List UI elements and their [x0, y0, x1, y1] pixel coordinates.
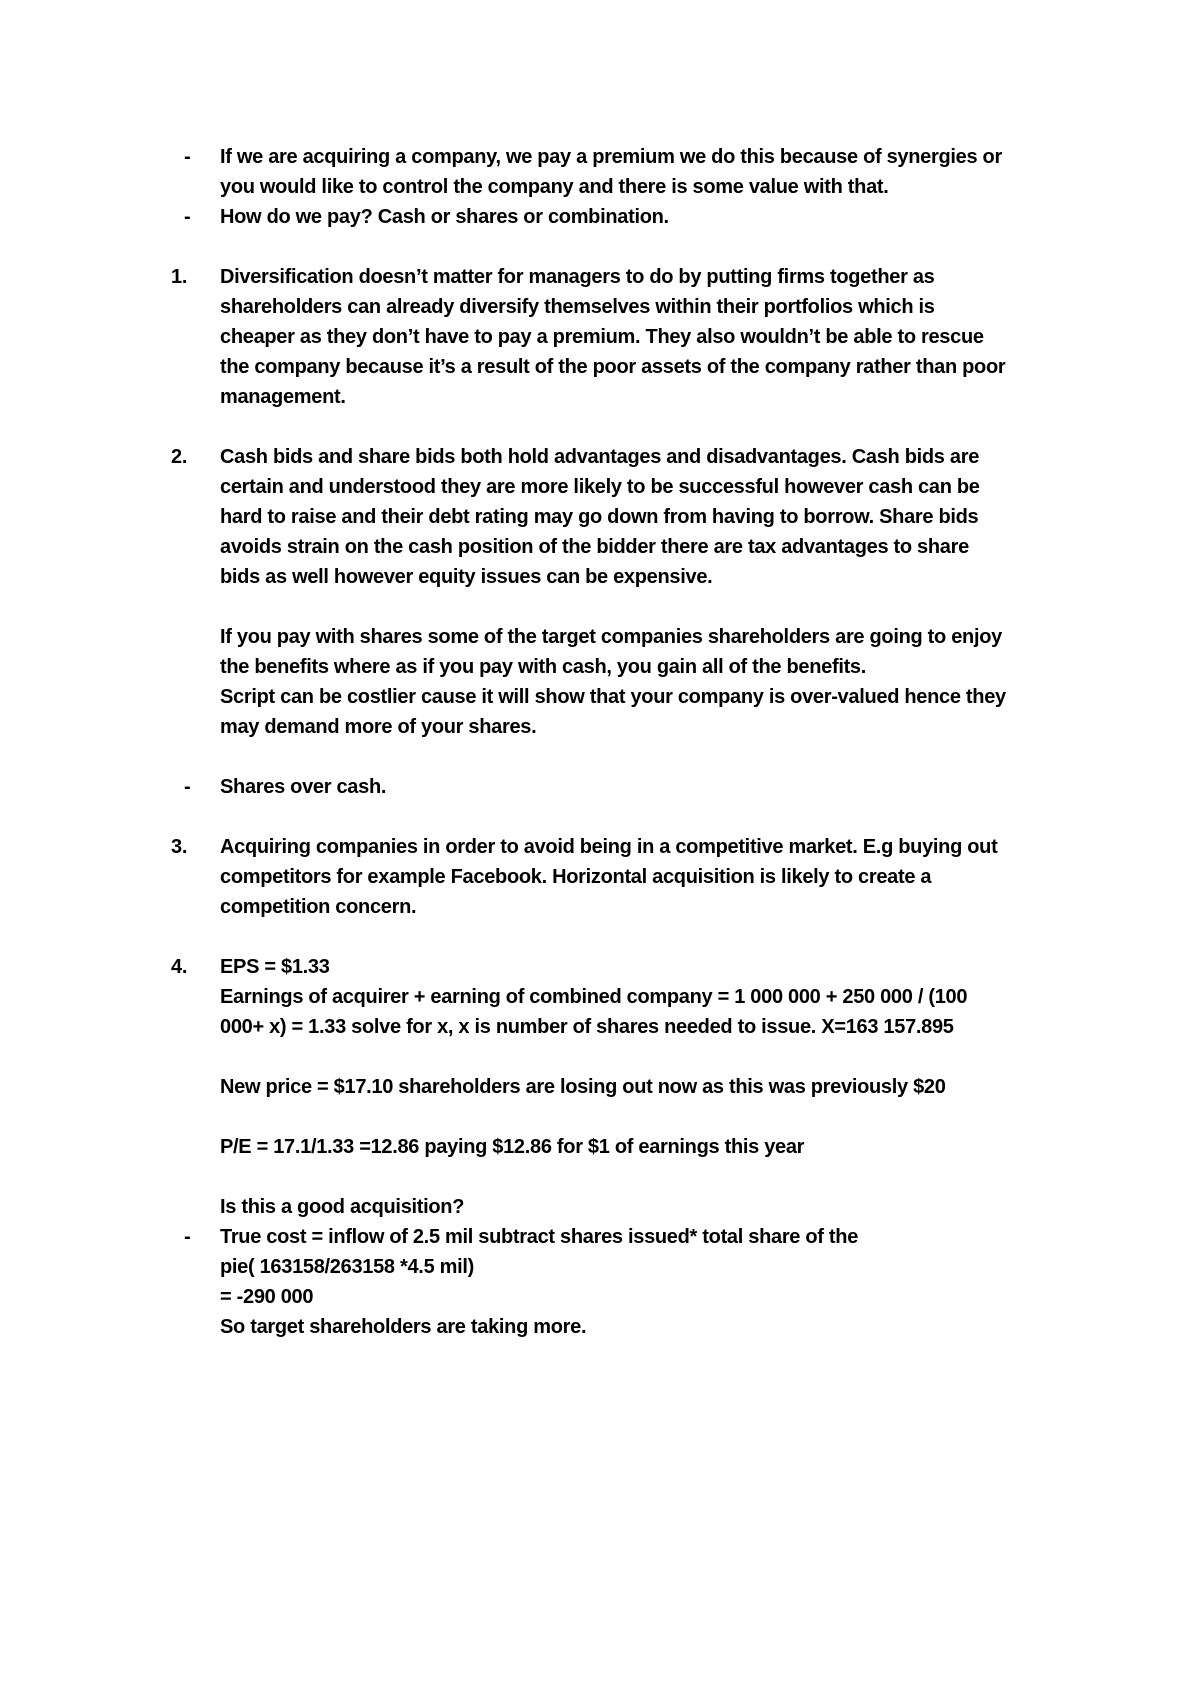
text-line: Script can be costlier cause it will show that your company is over-valued hence they: [220, 686, 1006, 708]
number-list-marker: 4.: [171, 956, 188, 978]
text-line: shareholders can already diversify themselves within their portfolios which is: [220, 296, 935, 318]
text-line: you would like to control the company and there is some value with that.: [220, 176, 889, 198]
numbered-item-4-eps: [171, 952, 1006, 1042]
bullet-item-premium: [184, 142, 1006, 202]
paragraph-shares-vs-cash: [220, 622, 1006, 742]
bullet-item-true-cost: [184, 1222, 1006, 1342]
bullet-item-shares-over-cash: [184, 772, 1006, 802]
text-line: New price = $17.10 shareholders are losing out now as this was previously $20: [220, 1076, 946, 1098]
text-line: management.: [220, 386, 346, 408]
text-line: competitors for example Facebook. Horizontal acquisition is likely to create a: [220, 866, 932, 888]
dash-list-marker: -: [184, 146, 191, 168]
number-list-marker: 3.: [171, 836, 188, 858]
text-line: bids as well however equity issues can be expensive.: [220, 566, 713, 588]
text-line: the benefits where as if you pay with cash, you gain all of the benefits.: [220, 656, 867, 678]
dash-list-marker: -: [184, 1226, 191, 1248]
text-line: Acquiring companies in order to avoid being in a competitive market. E.g buying out: [220, 836, 998, 858]
text-line: may demand more of your shares.: [220, 716, 537, 738]
text-line: True cost = inflow of 2.5 mil subtract shares issued* total share of the: [220, 1226, 859, 1248]
paragraph-new-price: [220, 1072, 1006, 1102]
text-line: avoids strain on the cash position of the bidder there are tax advantages to share: [220, 536, 969, 558]
text-line: P/E = 17.1/1.33 =12.86 paying $12.86 for $1 of earnings this year: [220, 1136, 805, 1158]
text-line: the company because it’s a result of the poor assets of the company rather than poor: [220, 356, 1006, 378]
paragraph-pe-ratio: [220, 1132, 1006, 1162]
paragraph-good-acquisition-question: [220, 1192, 1006, 1222]
text-line: pie( 163158/263158 *4.5 mil): [220, 1256, 475, 1278]
text-line: If we are acquiring a company, we pay a premium we do this because of synergies or: [220, 146, 1002, 168]
text-line: Diversification doesn’t matter for managers to do by putting firms together as: [220, 266, 935, 288]
bullet-item-how-pay: [184, 202, 1006, 232]
number-list-marker: 1.: [171, 266, 188, 288]
numbered-item-3-competitive-market: [171, 832, 1006, 922]
text-line: competition concern.: [220, 896, 417, 918]
text-line: certain and understood they are more likely to be successful however cash can be: [220, 476, 980, 498]
text-line: Is this a good acquisition?: [220, 1196, 465, 1218]
text-line: 000+ x) = 1.33 solve for x, x is number of shares needed to issue. X=163 157.895: [220, 1016, 954, 1038]
text-line: Cash bids and share bids both hold advantages and disadvantages. Cash bids are: [220, 446, 980, 468]
text-line: = -290 000: [220, 1286, 314, 1308]
text-line: hard to raise and their debt rating may go down from having to borrow. Share bids: [220, 506, 979, 528]
text-line: How do we pay? Cash or shares or combination.: [220, 206, 669, 228]
number-list-marker: 2.: [171, 446, 188, 468]
dash-list-marker: -: [184, 776, 191, 798]
text-line: cheaper as they don’t have to pay a premium. They also wouldn’t be able to rescue: [220, 326, 984, 348]
text-line: So target shareholders are taking more.: [220, 1316, 587, 1338]
numbered-item-1-diversification: [171, 262, 1006, 412]
text-line: EPS = $1.33: [220, 956, 330, 978]
document-content: [171, 142, 1006, 1342]
text-line: Earnings of acquirer + earning of combined company = 1 000 000 + 250 000 / (100: [220, 986, 968, 1008]
text-line: If you pay with shares some of the target companies shareholders are going to enjoy: [220, 626, 1002, 648]
numbered-item-2-cash-share-bids: [171, 442, 1006, 592]
text-line: Shares over cash.: [220, 776, 387, 798]
dash-list-marker: -: [184, 206, 191, 228]
